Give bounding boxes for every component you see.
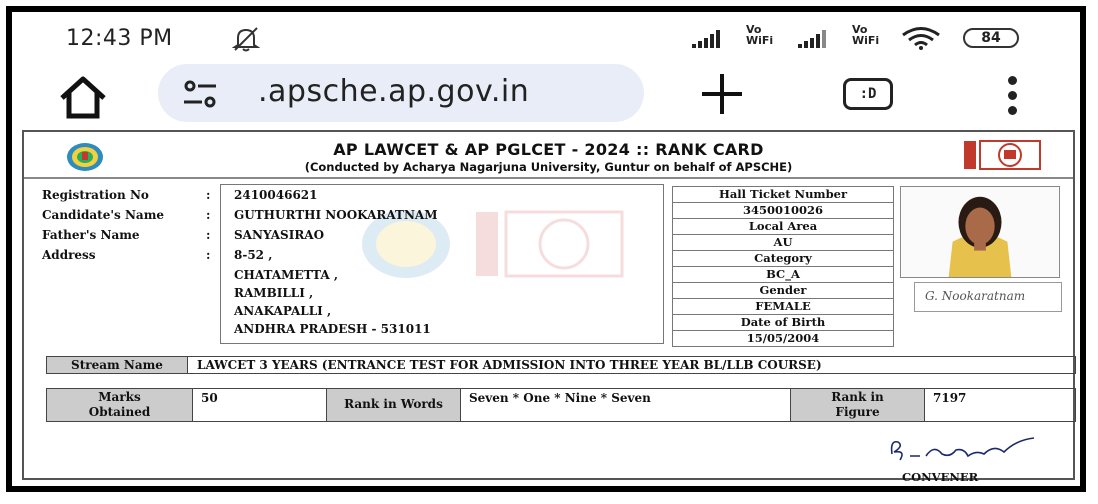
category-box bbox=[672, 250, 894, 283]
vowifi-label-1: Vo WiFi bbox=[746, 23, 774, 47]
battery-icon: 84 bbox=[963, 28, 1019, 48]
rank-figure-label-cell bbox=[791, 389, 925, 421]
home-icon[interactable] bbox=[56, 74, 110, 120]
local-area-label: Local Area bbox=[673, 219, 893, 235]
gender-label: Gender bbox=[673, 283, 893, 299]
candidate-signature bbox=[914, 282, 1062, 312]
card-title: AP LAWCET & AP PGLCET - 2024 :: RANK CARD bbox=[333, 140, 764, 159]
phone-screen bbox=[6, 6, 1086, 492]
address-line: CHATAMETTA , bbox=[234, 268, 338, 282]
status-time: 12:43 PM bbox=[66, 26, 173, 51]
address-line: ANDHRA PRADESH - 531011 bbox=[234, 322, 431, 336]
colon: : bbox=[206, 188, 211, 202]
category-value: BC_A bbox=[766, 267, 800, 281]
colon: : bbox=[206, 248, 211, 262]
rank-figure-label-2: Figure bbox=[835, 405, 880, 419]
marks-label-cell bbox=[47, 389, 193, 421]
rank-figure-label: Rank in bbox=[831, 390, 884, 404]
more-vert-icon[interactable] bbox=[1006, 76, 1018, 116]
signal-icon bbox=[798, 26, 842, 50]
signature-text: G. Nookaratnam bbox=[925, 289, 1026, 303]
url-text[interactable]: .apsche.ap.gov.in bbox=[258, 74, 530, 109]
rank-words-label: Rank in Words bbox=[327, 389, 461, 421]
candidate-photo bbox=[900, 186, 1060, 278]
rank-card bbox=[22, 130, 1075, 484]
convener-signature bbox=[884, 430, 1044, 466]
convener-label: CONVENER bbox=[902, 470, 979, 484]
rank-words-value: Seven * One * Nine * Seven bbox=[461, 389, 791, 421]
candidate-name-value: GUTHURTHI NOOKARATNAM bbox=[234, 208, 438, 222]
dob-box bbox=[672, 314, 894, 347]
status-bar bbox=[12, 12, 1080, 64]
stream-value: LAWCET 3 YEARS (ENTRANCE TEST FOR ADMISSION INTO THREE YEAR BL/LLB COURSE) bbox=[197, 358, 822, 372]
apsche-logo-icon bbox=[964, 140, 1042, 170]
label-registration: Registration No bbox=[42, 188, 149, 202]
bottom-indicator bbox=[494, 486, 606, 492]
rank-row bbox=[46, 388, 1076, 422]
category-label: Category bbox=[673, 251, 893, 267]
address-line: RAMBILLI , bbox=[234, 286, 314, 300]
local-area-value: AU bbox=[773, 235, 793, 249]
label-candidate-name: Candidate's Name bbox=[42, 208, 165, 222]
card-subtitle: (Conducted by Acharya Nagarjuna University, Guntur on behalf of APSCHE) bbox=[304, 160, 793, 174]
stream-row bbox=[46, 356, 1076, 374]
hall-ticket-box bbox=[672, 186, 894, 219]
rank-figure-value: 7197 bbox=[933, 391, 967, 405]
stream-label: Stream Name bbox=[47, 357, 188, 373]
address-line: 8-52 , bbox=[234, 248, 273, 262]
signal-icon bbox=[692, 26, 736, 50]
tune-icon[interactable] bbox=[182, 80, 218, 108]
hall-ticket-value: 3450010026 bbox=[742, 203, 824, 217]
tab-switcher-icon[interactable]: :D bbox=[843, 78, 893, 110]
colon: : bbox=[206, 228, 211, 242]
local-area-box bbox=[672, 218, 894, 251]
father-name-value: SANYASIRAO bbox=[234, 228, 325, 242]
address-line: ANAKAPALLI , bbox=[234, 304, 332, 318]
registration-no-value: 2410046621 bbox=[234, 188, 318, 202]
marks-label: Marks bbox=[98, 390, 141, 404]
new-tab-plus-icon[interactable] bbox=[698, 70, 746, 118]
label-address: Address bbox=[42, 248, 96, 262]
wifi-icon bbox=[900, 26, 942, 50]
marks-value: 50 bbox=[193, 389, 327, 421]
gender-value: FEMALE bbox=[755, 299, 811, 313]
title-divider bbox=[24, 177, 1073, 179]
gender-box bbox=[672, 282, 894, 315]
marks-label-2: Obtained bbox=[88, 405, 151, 419]
bell-off-icon bbox=[232, 26, 260, 52]
dob-value: 15/05/2004 bbox=[746, 331, 820, 345]
label-father-name: Father's Name bbox=[42, 228, 140, 242]
hall-ticket-label: Hall Ticket Number bbox=[673, 187, 893, 203]
url-bar[interactable] bbox=[158, 64, 644, 122]
vowifi-label-2: Vo WiFi bbox=[852, 23, 880, 47]
colon: : bbox=[206, 208, 211, 222]
dob-label: Date of Birth bbox=[673, 315, 893, 331]
